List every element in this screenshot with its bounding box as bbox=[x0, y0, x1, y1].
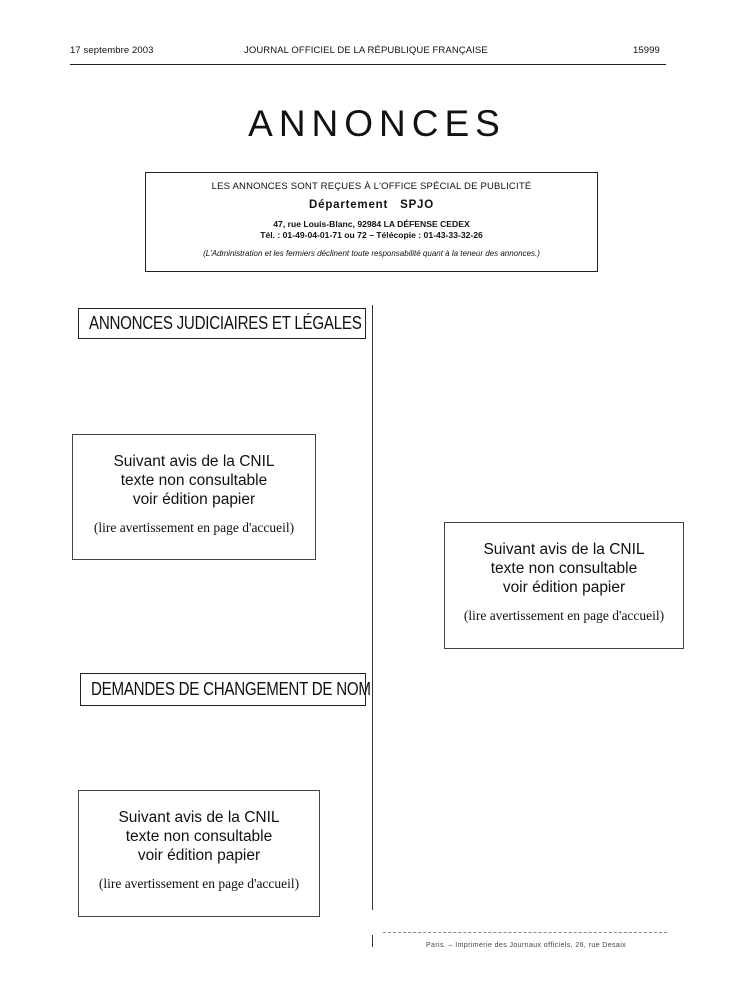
page-title: ANNONCES bbox=[248, 103, 506, 144]
header-rule bbox=[70, 64, 666, 65]
column-divider bbox=[372, 305, 373, 910]
cnil-notice-line: Suivant avis de la CNIL bbox=[483, 541, 645, 558]
info-box-disclaimer: (L'Administration et les fermiers déclinent toute responsabilité quant à la teneur des annonces.) bbox=[203, 249, 540, 258]
cnil-notice-box bbox=[78, 790, 320, 917]
cnil-notice-line: Suivant avis de la CNIL bbox=[118, 809, 280, 826]
cnil-notice-line: voir édition papier bbox=[137, 847, 261, 864]
info-box-department: Département SPJO bbox=[309, 199, 434, 211]
section-heading-changement-de-nom bbox=[80, 673, 371, 706]
cnil-notice-note: (lire avertissement en page d'accueil) bbox=[93, 520, 295, 535]
header-date: 17 septembre 2003 bbox=[70, 45, 154, 56]
cnil-notice-note: (lire avertissement en page d'accueil) bbox=[98, 876, 300, 891]
info-box-intro: LES ANNONCES SONT REÇUES À L'OFFICE SPÉCIAL DE PUBLICITÉ bbox=[211, 181, 532, 192]
footer-rule bbox=[383, 932, 667, 933]
cnil-notice-line: texte non consultable bbox=[125, 828, 273, 845]
section-heading-label: ANNONCES JUDICIAIRES ET LÉGALES bbox=[89, 313, 362, 333]
cnil-notice-text bbox=[73, 452, 315, 509]
column-divider-tail bbox=[372, 935, 373, 947]
cnil-notice-line: texte non consultable bbox=[490, 560, 638, 577]
info-box-address: 47, rue Louis-Blanc, 92984 LA DÉFENSE CEDEX bbox=[273, 219, 470, 229]
cnil-notice-line: texte non consultable bbox=[120, 472, 268, 489]
header-journal-title: JOURNAL OFFICIEL DE LA RÉPUBLIQUE FRANÇAISE bbox=[244, 45, 488, 56]
section-heading-label: DEMANDES DE CHANGEMENT DE NOM bbox=[91, 679, 371, 699]
footer-imprint: Paris. – Imprimerie des Journaux officiels, 26, rue Desaix bbox=[425, 942, 627, 949]
cnil-notice-box bbox=[444, 522, 684, 649]
info-box-phone: Tél. : 01-49-04-01-71 ou 72 – Télécopie : 01-43-33-32-26 bbox=[260, 230, 483, 240]
cnil-notice-line: Suivant avis de la CNIL bbox=[113, 453, 275, 470]
cnil-notice-line: voir édition papier bbox=[502, 579, 626, 596]
cnil-notice-text bbox=[445, 540, 683, 597]
cnil-notice-box bbox=[72, 434, 316, 560]
info-box bbox=[145, 172, 598, 272]
cnil-notice-text bbox=[79, 808, 319, 865]
header-page-number: 15999 bbox=[633, 45, 660, 56]
section-heading-annonces-judiciaires bbox=[78, 308, 366, 339]
cnil-notice-line: voir édition papier bbox=[132, 491, 256, 508]
cnil-notice-note: (lire avertissement en page d'accueil) bbox=[463, 608, 665, 623]
